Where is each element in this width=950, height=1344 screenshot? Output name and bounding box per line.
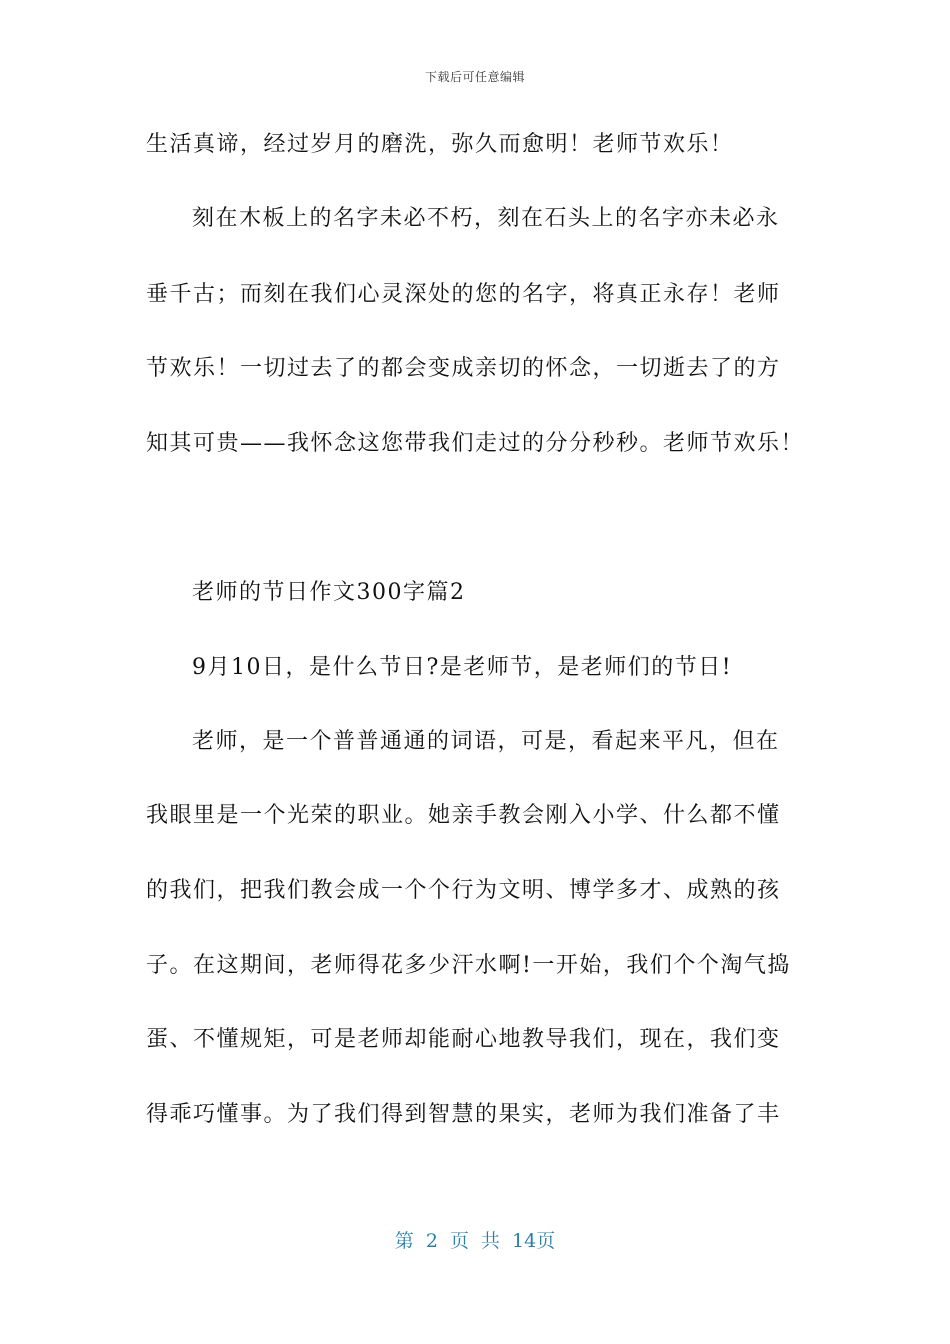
text-line: 垂千古；而刻在我们心灵深处的您的名字，将真正永存！老师 — [146, 282, 781, 307]
text-line: 生活真谛，经过岁月的磨洗，弥久而愈明！老师节欢乐！ — [146, 132, 734, 157]
text-line: 得乖巧懂事。为了我们得到智慧的果实，老师为我们准备了丰 — [146, 1102, 781, 1127]
header-note: 下载后可任意编辑 — [424, 70, 525, 84]
text-line: 节欢乐！一切过去了的都会变成亲切的怀念，一切逝去了的方 — [146, 356, 781, 381]
text-line: 老师，是一个普普通通的词语，可是，看起来平凡，但在 — [192, 729, 780, 754]
page-number-footer: 第 2 页 共 14页 — [394, 1230, 556, 1252]
text-line: 9月10日，是什么节日?是老师节，是老师们的节日! — [192, 655, 733, 680]
text-line: 蛋、不懂规矩，可是老师却能耐心地教导我们，现在，我们变 — [146, 1027, 781, 1052]
text-line: 的我们，把我们教会成一个个行为文明、博学多才、成熟的孩 — [146, 878, 781, 903]
text-line: 子。在这期间，老师得花多少汗水啊!一开始，我们个个淘气捣 — [146, 953, 791, 978]
text-line: 知其可贵——我怀念这您带我们走过的分分秒秒。老师节欢乐！ — [146, 431, 805, 456]
text-line: 刻在木板上的名字未必不朽，刻在石头上的名字亦未必永 — [192, 206, 780, 231]
section-heading: 老师的节日作文300字篇2 — [192, 580, 466, 605]
text-line: 我眼里是一个光荣的职业。她亲手教会刚入小学、什么都不懂 — [146, 803, 781, 828]
